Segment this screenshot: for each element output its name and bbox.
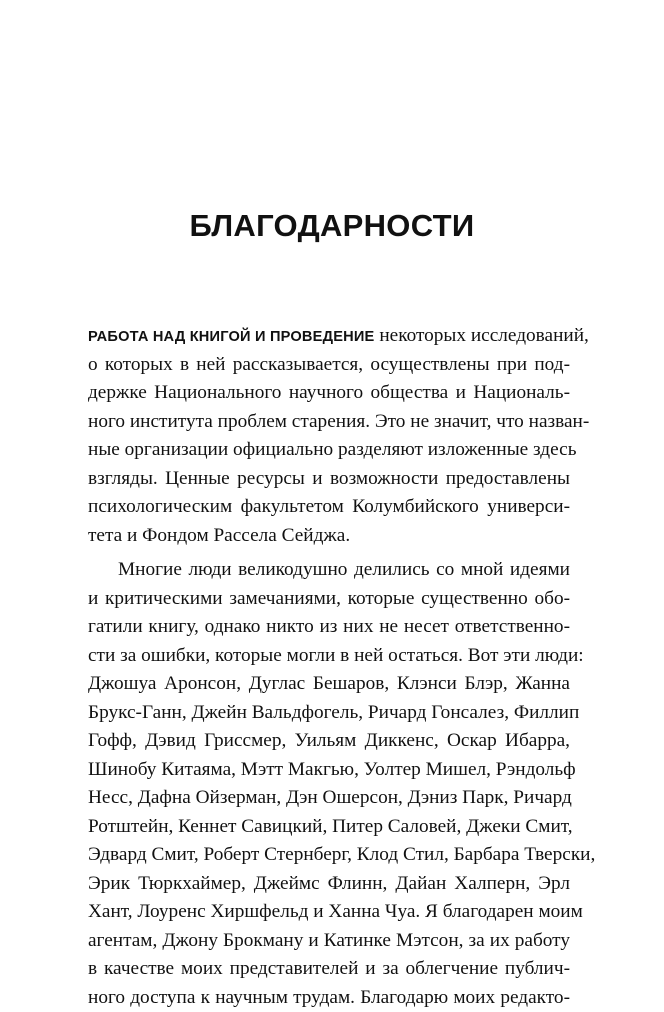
text-line: Джошуа Аронсон, Дуглас Бешаров, Клэнси Блэр, Жанна <box>88 670 570 699</box>
line-text: некоторых исследований, <box>379 325 589 346</box>
text-line: ного института проблем старения. Это не значит, что назван- <box>88 408 570 437</box>
text-line: Хант, Лоуренс Хиршфельд и Ханна Чуа. Я благодарен моим <box>88 898 570 927</box>
text-line: и критическими замечаниями, которые существенно обо- <box>88 585 570 614</box>
text-line: психологическим факультетом Колумбийского универси- <box>88 493 570 522</box>
text-line <box>88 322 570 351</box>
paragraph-2 <box>88 556 570 1012</box>
text-line: Шинобу Китаяма, Мэтт Макгью, Уолтер Мишел, Рэндольф <box>88 756 570 785</box>
text-line: Эрик Тюркхаймер, Джеймс Флинн, Дайан Халперн, Эрл <box>88 870 570 899</box>
paragraph-1 <box>88 322 570 550</box>
text-line: Брукс-Ганн, Джейн Вальдфогель, Ричард Гонсалез, Филлип <box>88 699 570 728</box>
text-line: о которых в ней рассказывается, осуществлены при под- <box>88 351 570 380</box>
text-line: агентам, Джону Брокману и Катинке Мэтсон, за их работу <box>88 927 570 956</box>
text-line: держке Национального научного общества и Националь- <box>88 379 570 408</box>
text-line: тета и Фондом Рассела Сейджа. <box>88 522 570 551</box>
page-title: БЛАГОДАРНОСТИ <box>0 206 664 246</box>
lead-in-smallcaps: РАБОТА НАД КНИГОЙ И ПРОВЕДЕНИЕ <box>88 329 375 345</box>
text-line: в качестве моих представителей и за облегчение публич- <box>88 955 570 984</box>
text-line: гатили книгу, однако никто из них не несет ответственно- <box>88 613 570 642</box>
text-line: сти за ошибки, которые могли в ней остаться. Вот эти люди: <box>88 642 570 671</box>
text-line: Ротштейн, Кеннет Савицкий, Питер Саловей, Джеки Смит, <box>88 813 570 842</box>
text-line: ного доступа к научным трудам. Благодарю моих редакто- <box>88 984 570 1012</box>
text-line: взгляды. Ценные ресурсы и возможности предоставлены <box>88 465 570 494</box>
text-line: Несс, Дафна Ойзерман, Дэн Ошерсон, Дэниз Парк, Ричард <box>88 784 570 813</box>
body-text <box>88 322 570 1012</box>
text-line: Гофф, Дэвид Гриссмер, Уильям Диккенс, Оскар Ибарра, <box>88 727 570 756</box>
text-line: ные организации официально разделяют изложенные здесь <box>88 436 570 465</box>
text-line: Эдвард Смит, Роберт Стернберг, Клод Стил, Барбара Тверски, <box>88 841 570 870</box>
text-line: Многие люди великодушно делились со мной идеями <box>88 556 570 585</box>
